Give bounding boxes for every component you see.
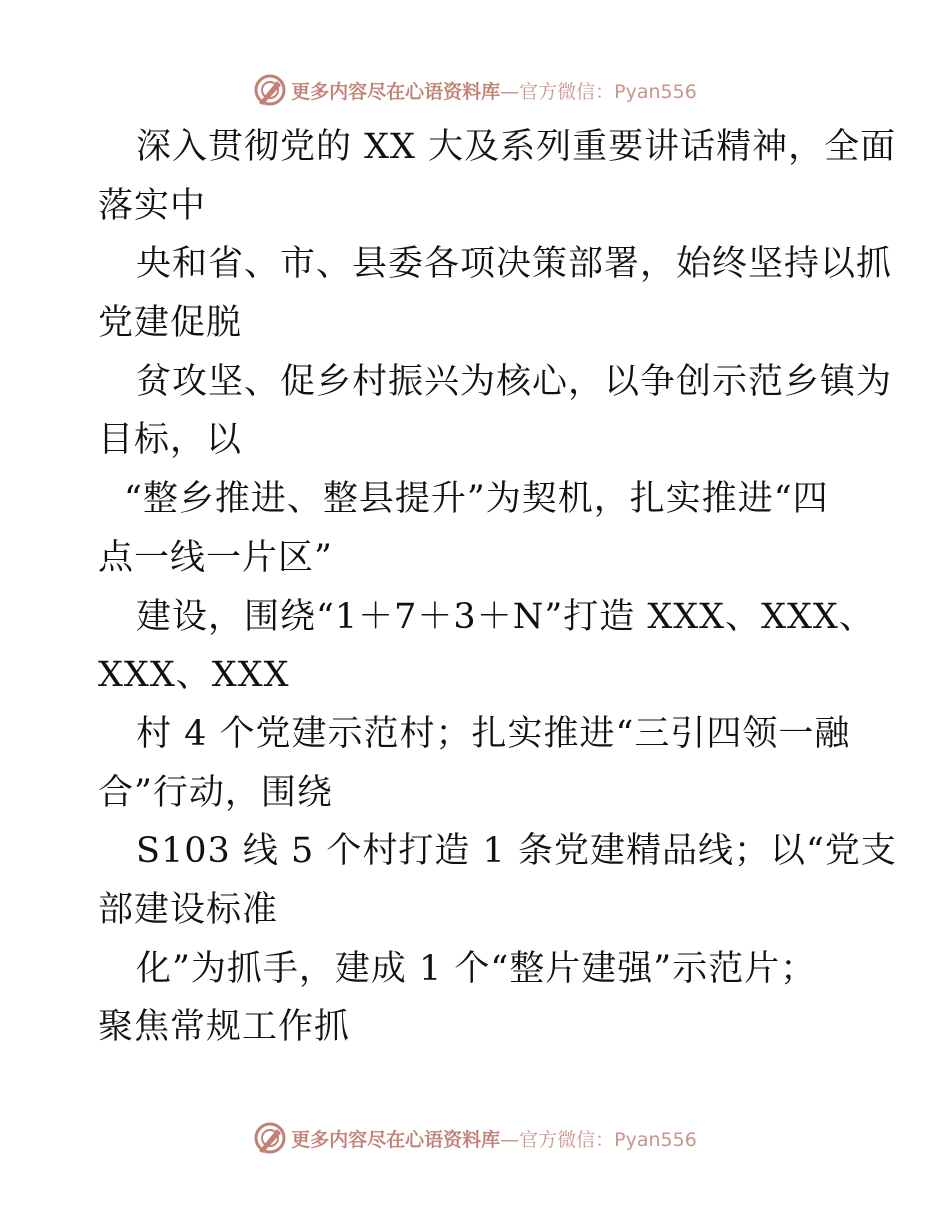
document-body: [98, 118, 897, 1057]
header-watermark: [0, 72, 950, 108]
watermark-text: 更多内容尽在心语资料库: [291, 1128, 501, 1151]
text-line: S103 线 5 个村打造 1 条党建精品线；以“党支: [136, 831, 897, 872]
text-line: 村 4 个党建示范村；扎实推进“三引四领一融: [136, 713, 851, 754]
text-line: 落实中: [98, 185, 207, 226]
text-line: “整乡推进、整县提升”为契机，扎实推进“四: [124, 479, 829, 520]
text-line: 合”行动，围绕: [98, 772, 333, 813]
text-line: 党建促脱: [98, 303, 243, 344]
watermark-wechat: —官方微信：Pyan556: [500, 80, 697, 103]
pen-logo-icon: [253, 73, 287, 107]
text-line: 贫攻坚、促乡村振兴为核心，以争创示范乡镇为: [136, 361, 893, 402]
text-line: XXX、XXX: [98, 655, 290, 696]
text-line: 部建设标准: [98, 889, 279, 930]
text-line: 聚焦常规工作抓: [98, 1007, 351, 1048]
watermark-wechat: —官方微信：Pyan556: [500, 1128, 697, 1151]
pen-logo-icon: [253, 1121, 287, 1155]
text-line: 央和省、市、县委各项决策部署，始终坚持以抓: [136, 244, 893, 285]
text-line: 建设，围绕“1＋7＋3＋N”打造 XXX、XXX、: [136, 596, 875, 637]
footer-watermark: [0, 1120, 950, 1156]
text-line: 深入贯彻党的 XX 大及系列重要讲话精神，全面: [136, 127, 897, 167]
watermark-text: 更多内容尽在心语资料库: [291, 80, 501, 103]
text-line: 点一线一片区”: [98, 537, 333, 578]
text-line: 目标，以: [98, 420, 243, 461]
text-line: 化”为抓手，建成 1 个“整片建强”示范片；: [136, 948, 817, 989]
